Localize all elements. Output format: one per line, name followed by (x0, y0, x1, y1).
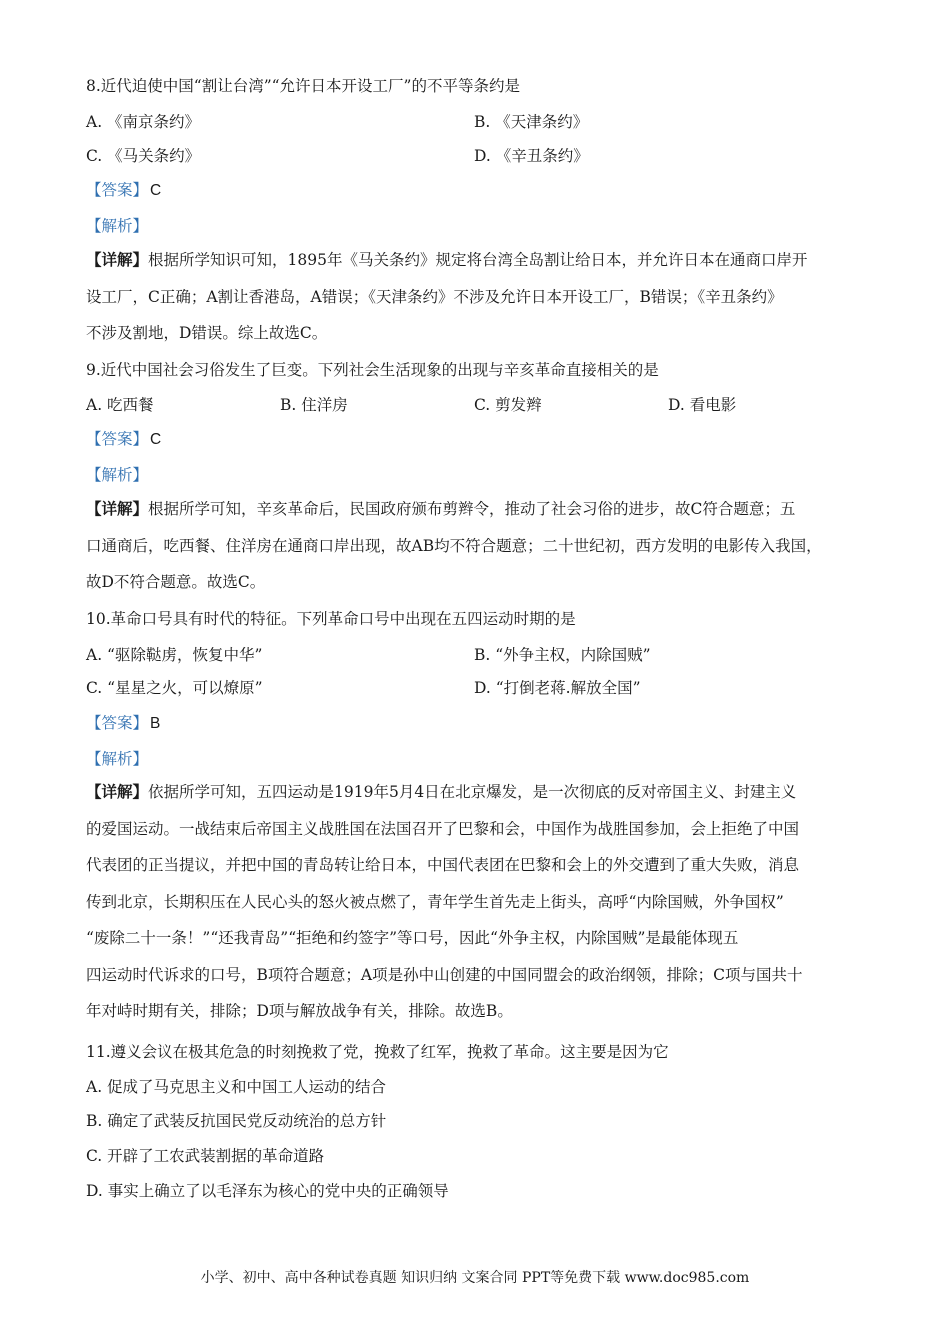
answer-tag: 【答案】 (86, 714, 149, 732)
detail-line: 依据所学可知，五四运动是1919年5月4日在北京爆发，是一次彻底的反对帝国主义、封建主义 (148, 783, 797, 801)
detail-tag: 【详解】 (86, 499, 149, 518)
q9-option-d: D. 看电影 (668, 396, 737, 414)
answer-value: B (150, 715, 161, 732)
question-8-stem: 8.近代迫使中国“割让台湾”“允许日本开设工厂”的不平等条约是 (86, 77, 520, 95)
q8-option-b: B. 《天津条约》 (474, 113, 589, 131)
question-11-stem: 11.遵义会议在极其危急的时刻挽救了党，挽救了红军，挽救了革命。这主要是因为它 (86, 1043, 669, 1061)
detail-tag: 【详解】 (86, 250, 149, 269)
q9-option-a: A. 吃西餐 (86, 396, 154, 414)
detail-line: 口通商后，吃西餐、住洋房在通商口岸出现，故AB均不符合题意；二十世纪初，西方发明的电影传入我国， (86, 536, 822, 555)
answer-tag: 【答案】 (86, 181, 149, 199)
answer-value: C (150, 182, 162, 199)
answer-value: C (150, 431, 162, 448)
q9-option-b: B. 住洋房 (280, 396, 348, 414)
q9-option-c: C. 剪发辫 (474, 396, 542, 414)
q8-analysis-tag: 【解析】 (86, 217, 149, 235)
q8-option-a: A. 《南京条约》 (86, 113, 201, 131)
q10-analysis-tag: 【解析】 (86, 750, 149, 768)
q10-option-d: D. “打倒老蒋.解放全国” (474, 679, 641, 697)
detail-line: 设工厂，C正确；A割让香港岛，A错误；《天津条约》不涉及允许日本开设工厂，B错误；《辛丑条约》 (86, 287, 783, 306)
question-10-stem: 10.革命口号具有时代的特征。下列革命口号中出现在五四运动时期的是 (86, 610, 576, 628)
question-9-stem: 9.近代中国社会习俗发生了巨变。下列社会生活现象的出现与辛亥革命直接相关的是 (86, 361, 659, 379)
q10-answer (86, 713, 160, 734)
q9-analysis-tag: 【解析】 (86, 466, 149, 484)
q9-detail (86, 491, 866, 601)
q8-detail (86, 242, 866, 352)
page-footer: 小学、初中、高中各种试卷真题 知识归纳 文案合同 PPT等免费下载 www.doc985.com (200, 1270, 750, 1286)
detail-line: 根据所学可知，辛亥革命后，民国政府颁布剪辫令，推动了社会习俗的进步，故C符合题意；五 (148, 500, 796, 518)
detail-line: 代表团的正当提议，并把中国的青岛转让给日本，中国代表团在巴黎和会上的外交遭到了重大失败，消息 (86, 856, 800, 874)
q11-option-d: D. 事实上确立了以毛泽东为核心的党中央的正确领导 (86, 1182, 449, 1200)
q8-answer (86, 180, 161, 201)
q11-option-c: C. 开辟了工农武装割据的革命道路 (86, 1147, 325, 1165)
detail-tag: 【详解】 (86, 782, 149, 801)
q8-option-d: D. 《辛丑条约》 (474, 147, 589, 165)
q10-detail (86, 774, 866, 1030)
detail-line: 不涉及割地，D错误。综上故选C。 (86, 324, 328, 342)
detail-line: 传到北京，长期积压在人民心头的怒火被点燃了，青年学生首先走上街头，高呼“内除国贼，外争国权” (86, 892, 784, 911)
answer-tag: 【答案】 (86, 430, 149, 448)
detail-line: 四运动时代诉求的口号，B项符合题意；A项是孙中山创建的中国同盟会的政治纲领，排除；C项与国共十 (86, 965, 803, 984)
q10-option-a: A. “驱除鞑虏，恢复中华” (86, 646, 263, 664)
q9-answer (86, 429, 161, 450)
q11-option-a: A. 促成了马克思主义和中国工人运动的结合 (86, 1078, 387, 1096)
q10-option-b: B. “外争主权，内除国贼” (474, 646, 651, 664)
detail-line: 根据所学知识可知，1895年《马关条约》规定将台湾全岛割让给日本，并允许日本在通商口岸开 (148, 251, 808, 269)
detail-line: 故D不符合题意。故选C。 (86, 573, 266, 591)
q11-option-b: B. 确定了武装反抗国民党反动统治的总方针 (86, 1112, 387, 1130)
detail-line: 的爱国运动。一战结束后帝国主义战胜国在法国召开了巴黎和会，中国作为战胜国参加，会上拒绝了中国 (86, 819, 800, 838)
q8-option-c: C. 《马关条约》 (86, 147, 201, 165)
detail-line: “废除二十一条！”“还我青岛”“拒绝和约签字”等口号，因此“外争主权，内除国贼”是最能体现五 (86, 929, 739, 947)
detail-line: 年对峙时期有关，排除；D项与解放战争有关，排除。故选B。 (86, 1002, 513, 1020)
q10-option-c: C. “星星之火，可以燎原” (86, 679, 263, 697)
